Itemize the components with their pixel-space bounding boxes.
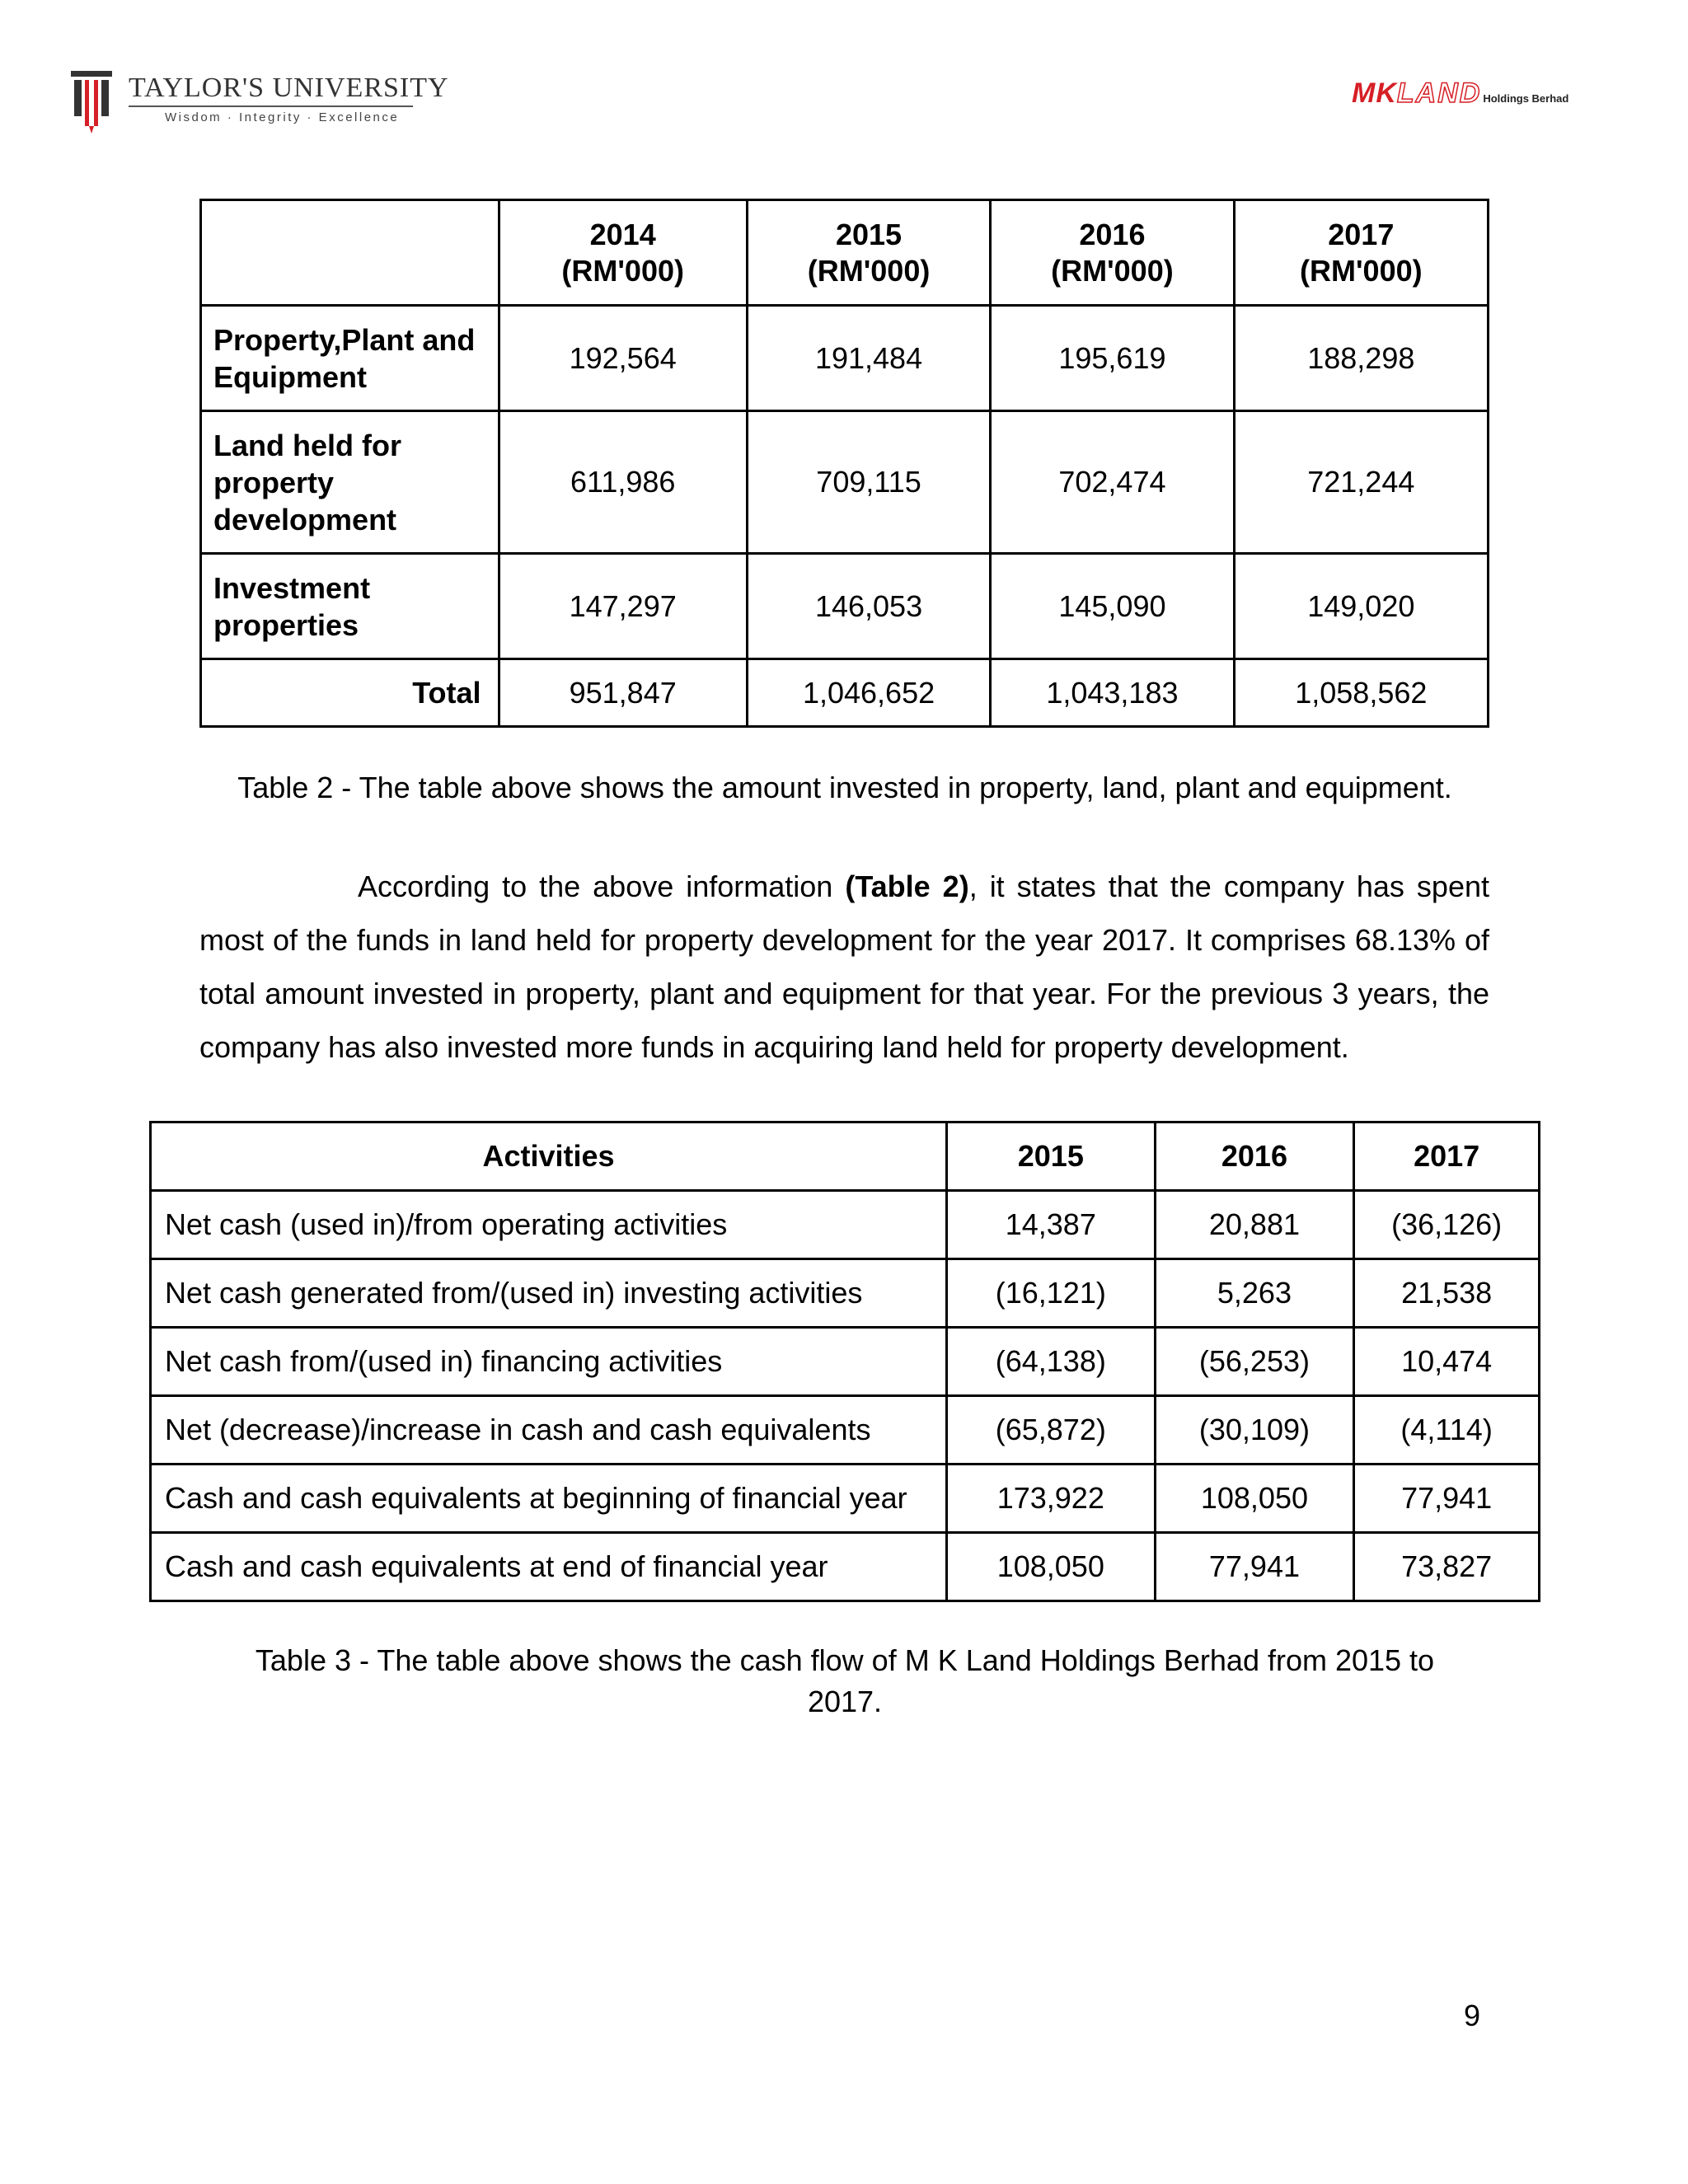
table-header-cell: 2015 (RM'000) — [747, 200, 990, 306]
table-header-row — [201, 200, 1489, 306]
table-cell: 191,484 — [747, 306, 990, 411]
table-cell: 10,474 — [1354, 1328, 1540, 1396]
company-logo-holdings: Holdings Berhad — [1483, 92, 1569, 105]
total-row — [201, 659, 1489, 727]
table-cell: (65,872) — [946, 1396, 1155, 1465]
table-row — [151, 1191, 1540, 1259]
activity-label: Net cash generated from/(used in) investing activities — [151, 1259, 947, 1328]
university-logo — [71, 71, 449, 137]
table-cell: 77,941 — [1354, 1465, 1540, 1533]
row-label: Property,Plant and Equipment — [201, 306, 499, 411]
table-row — [151, 1259, 1540, 1328]
table-cell: 721,244 — [1234, 411, 1488, 554]
table-cell: (4,114) — [1354, 1396, 1540, 1465]
university-crest-icon — [71, 71, 112, 135]
university-divider — [129, 105, 413, 107]
table-header-cell: Activities — [151, 1122, 947, 1191]
company-logo-mk: MK — [1352, 77, 1397, 109]
table-header-cell: 2014 (RM'000) — [499, 200, 747, 306]
table-cell: 73,827 — [1354, 1533, 1540, 1601]
activity-label: Cash and cash equivalents at end of financial year — [151, 1533, 947, 1601]
table-header-cell — [201, 200, 499, 306]
table-cell: (30,109) — [1155, 1396, 1354, 1465]
table-header-cell: 2017 — [1354, 1122, 1540, 1191]
table-row — [201, 306, 1489, 411]
table3-caption: Table 3 - The table above shows the cash flow of M K Land Holdings Berhad from 2015 to 2017. — [255, 1643, 1435, 1718]
paragraph-text: According to the above information — [358, 869, 846, 903]
table-cell: 146,053 — [747, 554, 990, 659]
analysis-paragraph — [199, 860, 1489, 1074]
cash-flow-table — [149, 1121, 1540, 1602]
table-cell: 149,020 — [1234, 554, 1488, 659]
row-label: Land held for property development — [201, 411, 499, 554]
table-cell: (56,253) — [1155, 1328, 1354, 1396]
table-row — [151, 1533, 1540, 1601]
table-cell: 192,564 — [499, 306, 747, 411]
total-cell: 1,043,183 — [991, 659, 1234, 727]
table-cell: 709,115 — [747, 411, 990, 554]
table-row — [201, 554, 1489, 659]
table-cell: 20,881 — [1155, 1191, 1354, 1259]
table-cell: 147,297 — [499, 554, 747, 659]
table-row — [201, 411, 1489, 554]
university-name: TAYLOR'S UNIVERSITY — [129, 73, 449, 103]
table-cell: 77,941 — [1155, 1533, 1354, 1601]
row-label: Investment properties — [201, 554, 499, 659]
table-row — [151, 1396, 1540, 1465]
company-logo-land: LAND — [1396, 77, 1482, 109]
table-cell: 702,474 — [991, 411, 1234, 554]
total-label: Total — [201, 659, 499, 727]
paragraph-text: , it states that the company has spent most of the funds in land held for property development for the year 2017. It comprises 68.13% of total amount invested in property, plant and equipment for that year. For the previous 3 years, the company has also invested more funds in acquiring land held for property development. — [199, 869, 1490, 1064]
activity-label: Net (decrease)/increase in cash and cash equivalents — [151, 1396, 947, 1465]
table-row — [151, 1328, 1540, 1396]
table-cell: 145,090 — [991, 554, 1234, 659]
table-header-cell: 2017 (RM'000) — [1234, 200, 1488, 306]
investment-table — [199, 199, 1489, 728]
table-cell: 195,619 — [991, 306, 1234, 411]
total-cell: 1,058,562 — [1234, 659, 1488, 727]
activity-label: Net cash from/(used in) financing activities — [151, 1328, 947, 1396]
table-cell: 611,986 — [499, 411, 747, 554]
table-header-cell: 2016 — [1155, 1122, 1354, 1191]
company-logo — [1352, 77, 1568, 110]
page-number: 9 — [1464, 1999, 1481, 2032]
total-cell: 951,847 — [499, 659, 747, 727]
table-cell: 188,298 — [1234, 306, 1488, 411]
total-cell: 1,046,652 — [747, 659, 990, 727]
table-cell: 14,387 — [946, 1191, 1155, 1259]
paragraph-reference: (Table 2) — [845, 869, 969, 903]
table-cell: 5,263 — [1155, 1259, 1354, 1328]
table-cell: (16,121) — [946, 1259, 1155, 1328]
table-cell: 108,050 — [1155, 1465, 1354, 1533]
table-row — [151, 1465, 1540, 1533]
table-cell: (64,138) — [946, 1328, 1155, 1396]
table2-caption: Table 2 - The table above shows the amount invested in property, land, plant and equipment. — [237, 771, 1452, 804]
university-tagline: Wisdom · Integrity · Excellence — [165, 110, 400, 124]
table-header-cell: 2016 (RM'000) — [991, 200, 1234, 306]
table-cell: 108,050 — [946, 1533, 1155, 1601]
activity-label: Cash and cash equivalents at beginning of financial year — [151, 1465, 947, 1533]
table-cell: (36,126) — [1354, 1191, 1540, 1259]
table-cell: 173,922 — [946, 1465, 1155, 1533]
table-header-row — [151, 1122, 1540, 1191]
table-cell: 21,538 — [1354, 1259, 1540, 1328]
table-header-cell: 2015 — [946, 1122, 1155, 1191]
activity-label: Net cash (used in)/from operating activities — [151, 1191, 947, 1259]
